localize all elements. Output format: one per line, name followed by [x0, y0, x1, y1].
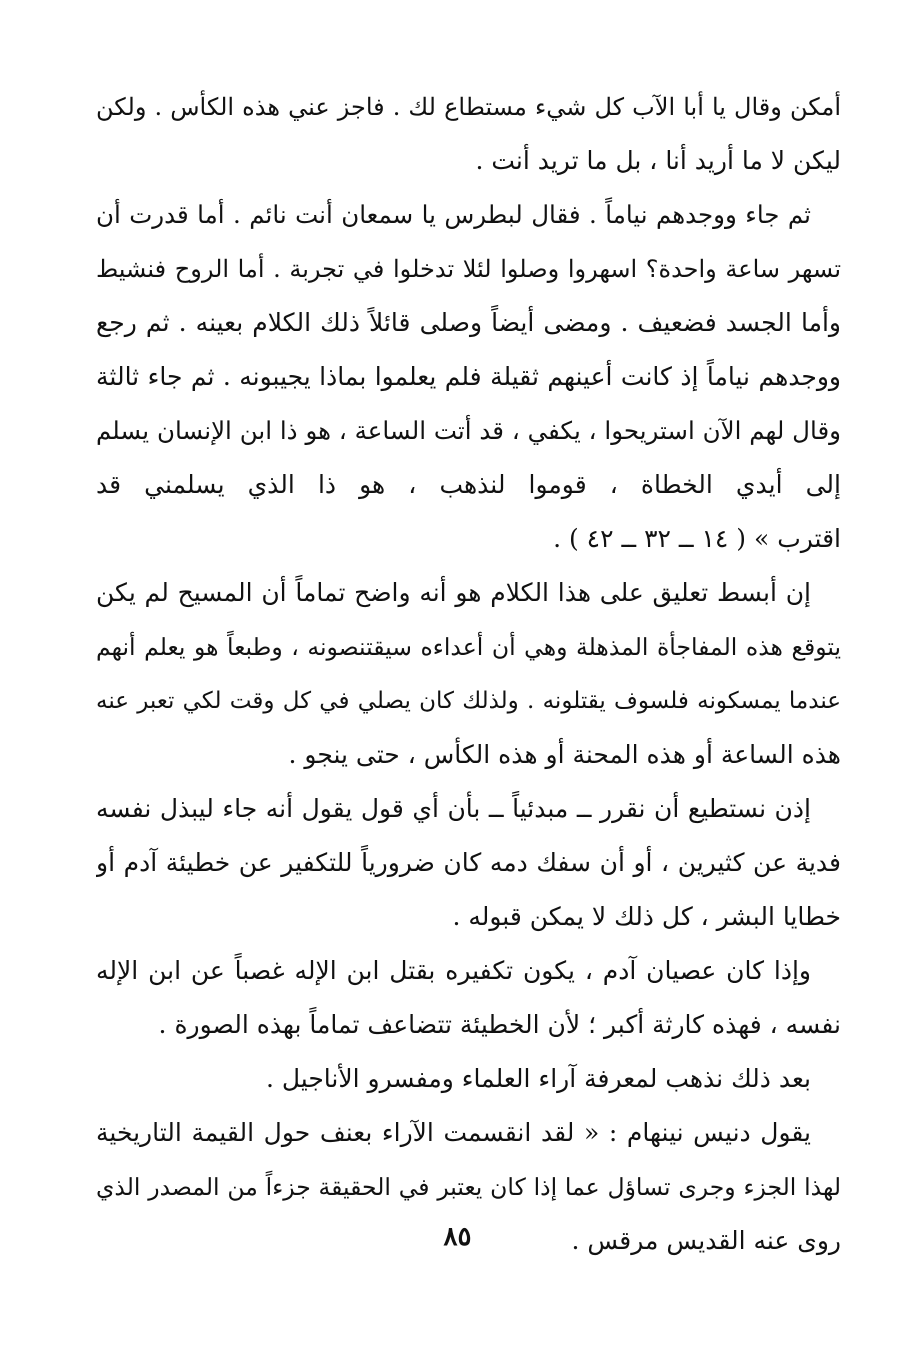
page-number: ٨٥: [443, 1222, 472, 1252]
text-line: اقترب » ( ١٤ ــ ٣٢ ــ ٤٢ ) .: [553, 524, 841, 553]
text-line: بعد ذلك نذهب لمعرفة آراء العلماء ومفسرو الأناجيل .: [265, 1064, 811, 1093]
text-line: فدية عن كثيرين ، أو أن سفك دمه كان ضرورياً للتكفير عن خطيئة آدم أو: [96, 848, 841, 877]
text-line: تسهر ساعة واحدة؟ اسهروا وصلوا لئلا تدخلوا في تجربة . أما الروح فنشيط: [96, 255, 841, 283]
text-line: خطايا البشر ، كل ذلك لا يمكن قبوله .: [452, 902, 841, 931]
text-line: إلى أيدي الخطاة ، قوموا لنذهب ، هو ذا الذي يسلمني قد: [96, 470, 841, 499]
text-line: إن أبسط تعليق على هذا الكلام هو أنه واضح تماماً أن المسيح لم يكن: [96, 578, 811, 607]
text-line: وقال لهم الآن استريحوا ، يكفي ، قد أتت الساعة ، هو ذا ابن الإنسان يسلم: [96, 416, 841, 445]
text-line: ثم جاء ووجدهم نياماً . فقال لبطرس يا سمعان أنت نائم . أما قدرت أن: [96, 200, 811, 229]
text-line: إذن نستطيع أن نقرر ــ مبدئياً ــ بأن أي قول يقول أنه جاء ليبذل نفسه: [96, 794, 811, 823]
text-line: وأما الجسد فضعيف . ومضى أيضاً وصلى قائلاً ذلك الكلام بعينه . ثم رجع: [96, 308, 841, 337]
text-line: يقول دنيس نينهام : « لقد انقسمت الآراء بعنف حول القيمة التاريخية: [96, 1118, 811, 1147]
text-line: وإذا كان عصيان آدم ، يكون تكفيره بقتل ابن الإله غصباً عن ابن الإله: [96, 956, 811, 985]
text-line: ووجدهم نياماً إذ كانت أعينهم ثقيلة فلم يعلموا بماذا يجيبونه . ثم جاء ثالثة: [96, 362, 841, 391]
text-line: روى عنه القديس مرقس .: [571, 1226, 841, 1255]
body-text: [96, 80, 841, 1268]
text-line: ليكن لا ما أريد أنا ، بل ما تريد أنت .: [475, 146, 841, 175]
text-line: نفسه ، فهذه كارثة أكبر ؛ لأن الخطيئة تتضاعف تماماً بهذه الصورة .: [158, 1010, 841, 1039]
text-line: أمكن وقال يا أبا الآب كل شيء مستطاع لك . فاجز عني هذه الكأس . ولكن: [96, 93, 841, 121]
text-line: هذه الساعة أو هذه المحنة أو هذه الكأس ، حتى ينجو .: [288, 740, 841, 769]
text-line: يتوقع هذه المفاجأة المذهلة وهي أن أعداءه سيقتنصونه ، وطبعاً هو يعلم أنهم: [96, 633, 841, 661]
text-line: لهذا الجزء وجرى تساؤل عما إذا كان يعتبر في الحقيقة جزءاً من المصدر الذي: [96, 1173, 841, 1201]
text-line: عندما يمسكونه فلسوف يقتلونه . ولذلك كان يصلي في كل وقت لكي تعبر عنه: [96, 688, 841, 714]
